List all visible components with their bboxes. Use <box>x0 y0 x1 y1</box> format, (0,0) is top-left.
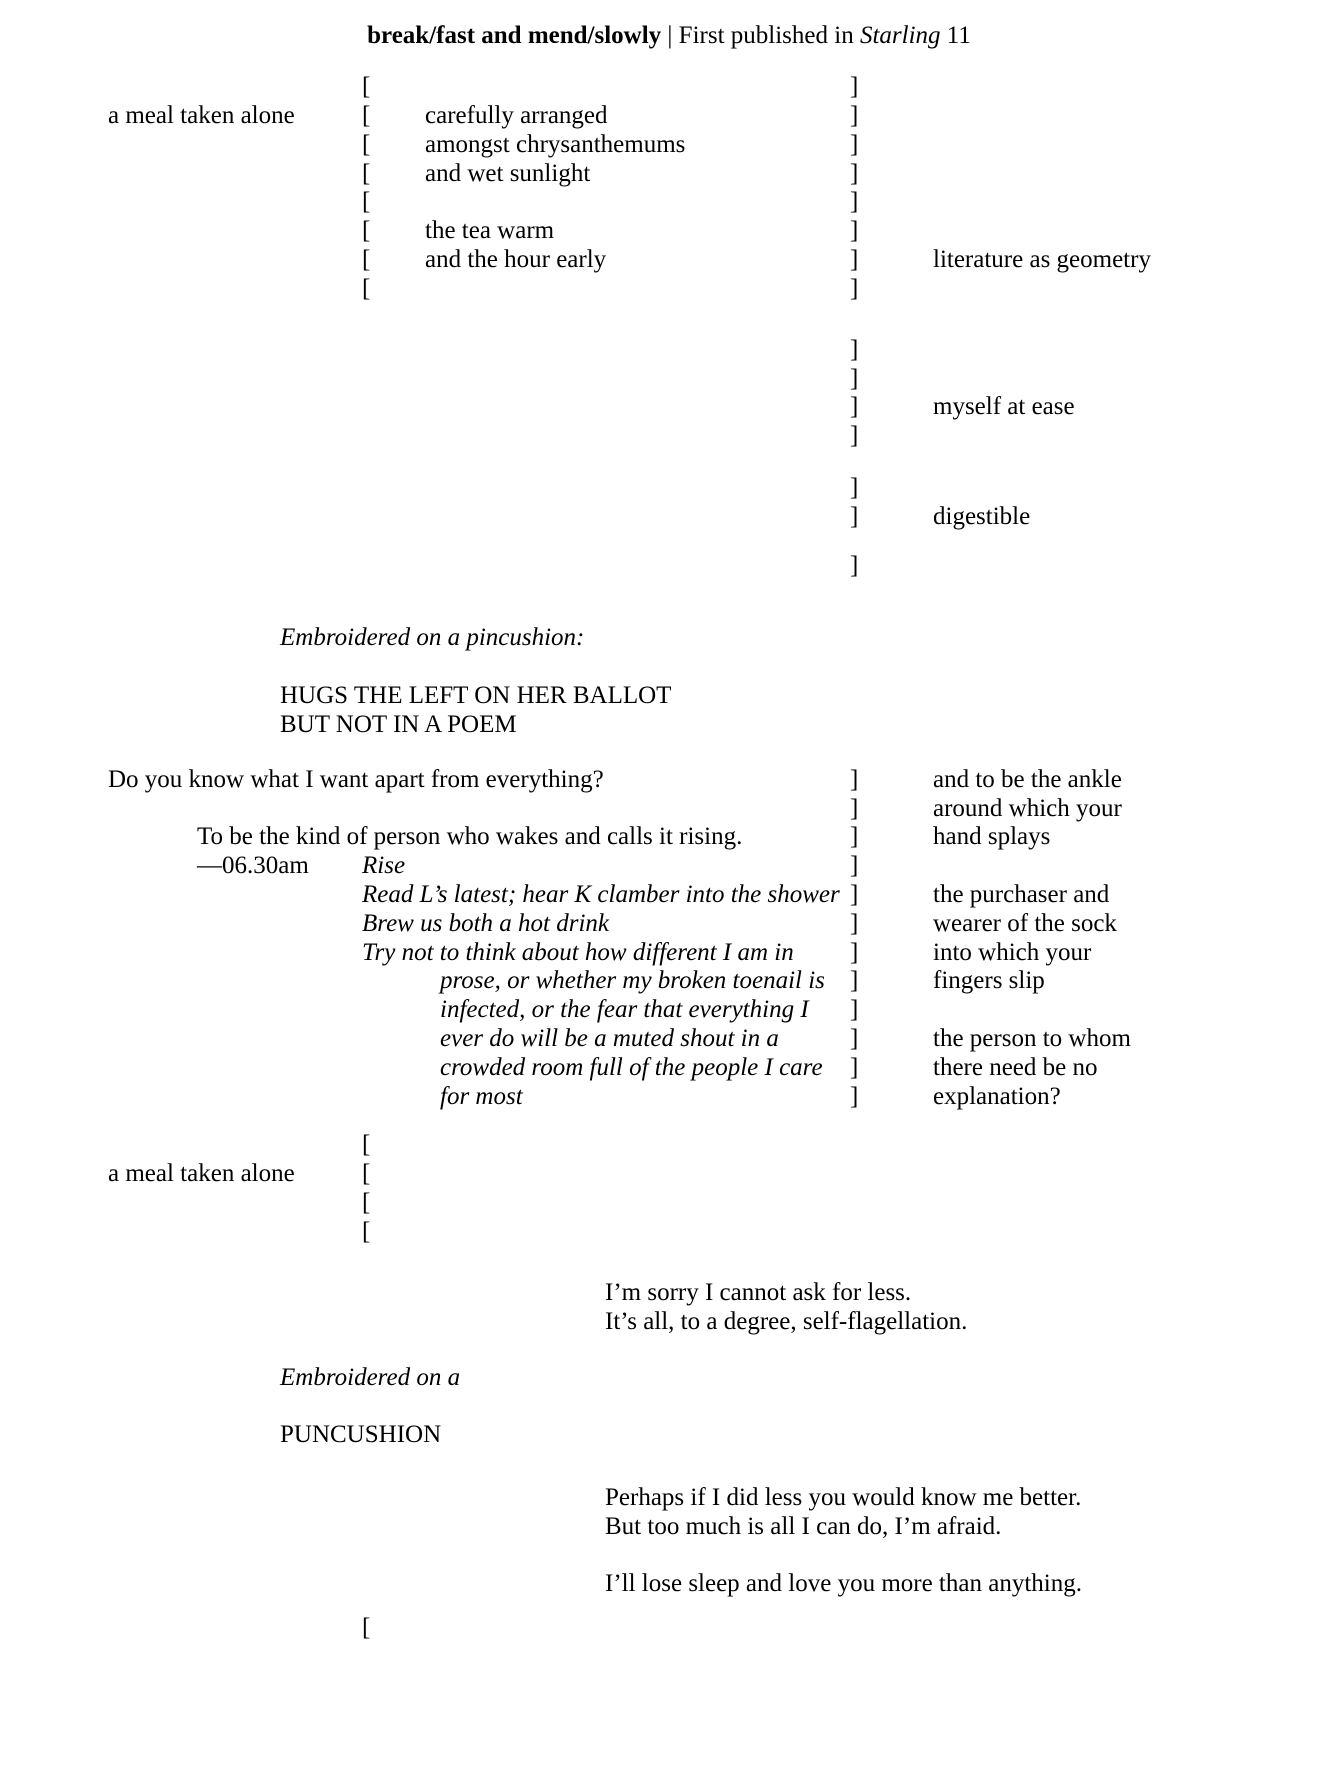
poem-line-apology: It’s all, to a degree, self-flagellation. <box>605 1308 968 1335</box>
poem-line: and wet sunlight <box>425 160 591 187</box>
open-bracket: [ <box>362 73 371 100</box>
open-bracket: [ <box>362 188 371 215</box>
title-journal: Starling <box>859 22 941 49</box>
open-bracket: [ <box>362 131 371 158</box>
margin-note-ankle: and to be the ankle <box>933 766 1122 793</box>
poem-line-italic: prose, or whether my broken toenail is <box>440 967 825 994</box>
close-bracket: ] <box>850 910 859 937</box>
close-bracket: ] <box>850 1025 859 1052</box>
margin-note-digestible: digestible <box>933 503 1031 530</box>
open-bracket: [ <box>362 160 371 187</box>
close-bracket: ] <box>850 474 859 501</box>
close-bracket: ] <box>850 1083 859 1110</box>
poem-line: carefully arranged <box>425 102 608 129</box>
close-bracket: ] <box>850 996 859 1023</box>
margin-note-ankle: around which your <box>933 795 1122 822</box>
close-bracket: ] <box>850 188 859 215</box>
close-bracket: ] <box>850 102 859 129</box>
margin-note-sock: wearer of the sock <box>933 910 1117 937</box>
close-bracket: ] <box>850 503 859 530</box>
close-bracket: ] <box>850 275 859 302</box>
embroidery-text-3: PUNCUSHION <box>280 1421 442 1448</box>
open-bracket: [ <box>362 1189 371 1216</box>
close-bracket: ] <box>850 552 859 579</box>
poem-line-closing: But too much is all I can do, I’m afraid. <box>605 1513 1002 1540</box>
poem-line-closing: Perhaps if I did less you would know me better. <box>605 1484 1082 1511</box>
embroidery-caption-1: Embroidered on a pincushion: <box>280 624 585 651</box>
open-bracket: [ <box>362 246 371 273</box>
poem-line-italic: Rise <box>362 852 406 879</box>
poem-line-time: —06.30am <box>197 852 309 879</box>
poem-line-apology: I’m sorry I cannot ask for less. <box>605 1279 912 1306</box>
close-bracket: ] <box>850 823 859 850</box>
close-bracket: ] <box>850 246 859 273</box>
poem-line-italic: for most <box>440 1083 523 1110</box>
open-bracket: [ <box>362 1160 371 1187</box>
title-mid: | First published in <box>661 22 860 49</box>
close-bracket: ] <box>850 967 859 994</box>
poem-line-closing: I’ll lose sleep and love you more than anything. <box>605 1570 1082 1597</box>
poem-line: the tea warm <box>425 217 555 244</box>
poem-line-meal-1: a meal taken alone <box>108 102 295 129</box>
embroidery-caption-2: Embroidered on a <box>280 1364 461 1391</box>
margin-note-ankle: hand splays <box>933 823 1051 850</box>
margin-note-person: there need be no <box>933 1054 1098 1081</box>
close-bracket: ] <box>850 160 859 187</box>
close-bracket: ] <box>850 795 859 822</box>
close-bracket: ] <box>850 365 859 392</box>
open-bracket: [ <box>362 217 371 244</box>
poem-line-answer: To be the kind of person who wakes and calls it rising. <box>197 823 743 850</box>
close-bracket: ] <box>850 766 859 793</box>
margin-note-person: explanation? <box>933 1083 1061 1110</box>
poem-line-italic: ever do will be a muted shout in a <box>440 1025 779 1052</box>
title-bold: break/fast and mend/slowly <box>367 22 662 49</box>
poem-line: amongst chrysanthemums <box>425 131 686 158</box>
poem-line-italic: Try not to think about how different I am in <box>362 939 794 966</box>
close-bracket: ] <box>850 422 859 449</box>
embroidery-text-1: HUGS THE LEFT ON HER BALLOT <box>280 682 672 709</box>
close-bracket: ] <box>850 393 859 420</box>
close-bracket: ] <box>850 73 859 100</box>
poem-line-italic: infected, or the fear that everything I <box>440 996 809 1023</box>
margin-note-geometry: literature as geometry <box>933 246 1151 273</box>
margin-note-person: the person to whom <box>933 1025 1131 1052</box>
poem-line-italic: Brew us both a hot drink <box>362 910 609 937</box>
close-bracket: ] <box>850 1054 859 1081</box>
poem-line-italic: crowded room full of the people I care <box>440 1054 823 1081</box>
margin-note-sock: the purchaser and <box>933 881 1110 908</box>
close-bracket: ] <box>850 131 859 158</box>
poem-line: and the hour early <box>425 246 607 273</box>
open-bracket: [ <box>362 1131 371 1158</box>
embroidery-text-2: BUT NOT IN A POEM <box>280 711 517 738</box>
open-bracket: [ <box>362 102 371 129</box>
poem-line-question: Do you know what I want apart from everything? <box>108 766 604 793</box>
margin-note-sock: into which your <box>933 939 1092 966</box>
open-bracket: [ <box>362 275 371 302</box>
close-bracket: ] <box>850 217 859 244</box>
close-bracket: ] <box>850 852 859 879</box>
open-bracket: [ <box>362 1614 371 1641</box>
title-issue: 11 <box>940 22 971 49</box>
poem-line-italic: Read L’s latest; hear K clamber into the shower <box>362 881 840 908</box>
margin-note-ease: myself at ease <box>933 393 1075 420</box>
open-bracket: [ <box>362 1218 371 1245</box>
close-bracket: ] <box>850 939 859 966</box>
close-bracket: ] <box>850 336 859 363</box>
close-bracket: ] <box>850 881 859 908</box>
page-title <box>0 21 1338 50</box>
margin-note-sock: fingers slip <box>933 967 1045 994</box>
poem-line-meal-2: a meal taken alone <box>108 1160 295 1187</box>
